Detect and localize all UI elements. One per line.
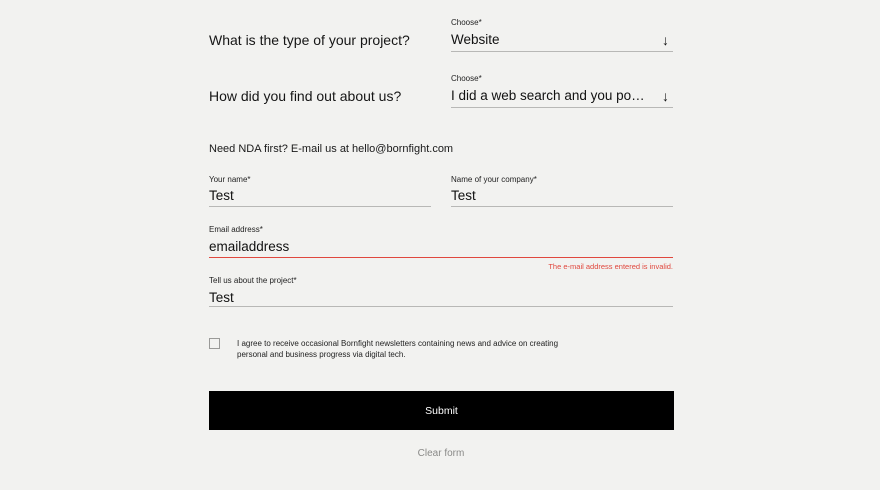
company-field[interactable]	[451, 175, 673, 207]
arrow-down-icon: ↓	[662, 88, 669, 104]
email-underline-error	[209, 257, 673, 258]
referral-underline	[451, 107, 673, 108]
referral-label: Choose*	[451, 74, 482, 83]
name-label: Your name*	[209, 175, 251, 184]
nda-note: Need NDA first? E-mail us at hello@bornfight.com	[209, 143, 454, 155]
referral-select[interactable]	[451, 74, 673, 108]
clear-form-link[interactable]: Clear form	[417, 448, 465, 459]
project-description-field[interactable]	[209, 276, 673, 308]
newsletter-consent-text	[237, 338, 567, 360]
project-type-label: Choose*	[451, 18, 482, 27]
project-description-value: Test	[209, 290, 234, 305]
name-underline	[209, 206, 431, 207]
arrow-down-icon: ↓	[662, 32, 669, 48]
project-type-question: What is the type of your project?	[209, 32, 410, 48]
email-error-message: The e-mail address entered is invalid.	[548, 262, 673, 271]
referral-question: How did you find out about us?	[209, 88, 402, 104]
company-underline	[451, 206, 673, 207]
consent-line-1: I agree to receive occasional Bornfight newsletters containing news and advice on creating	[237, 339, 559, 348]
name-value: Test	[209, 188, 234, 203]
consent-line-2: personal and business progress via digital tech.	[237, 350, 406, 359]
company-value: Test	[451, 188, 476, 203]
email-value: emailaddress	[209, 239, 290, 254]
project-description-label: Tell us about the project*	[209, 276, 297, 285]
referral-value: I did a web search and you po…	[451, 88, 645, 103]
project-type-underline	[451, 51, 673, 52]
project-type-value: Website	[451, 32, 500, 47]
name-field[interactable]	[209, 175, 431, 207]
email-field[interactable]	[209, 225, 673, 258]
company-label: Name of your company*	[451, 175, 537, 184]
newsletter-consent-checkbox[interactable]	[209, 338, 220, 349]
project-type-select[interactable]	[451, 18, 673, 52]
email-label: Email address*	[209, 225, 263, 234]
project-description-underline	[209, 306, 673, 307]
submit-button[interactable]: Submit	[209, 391, 674, 430]
